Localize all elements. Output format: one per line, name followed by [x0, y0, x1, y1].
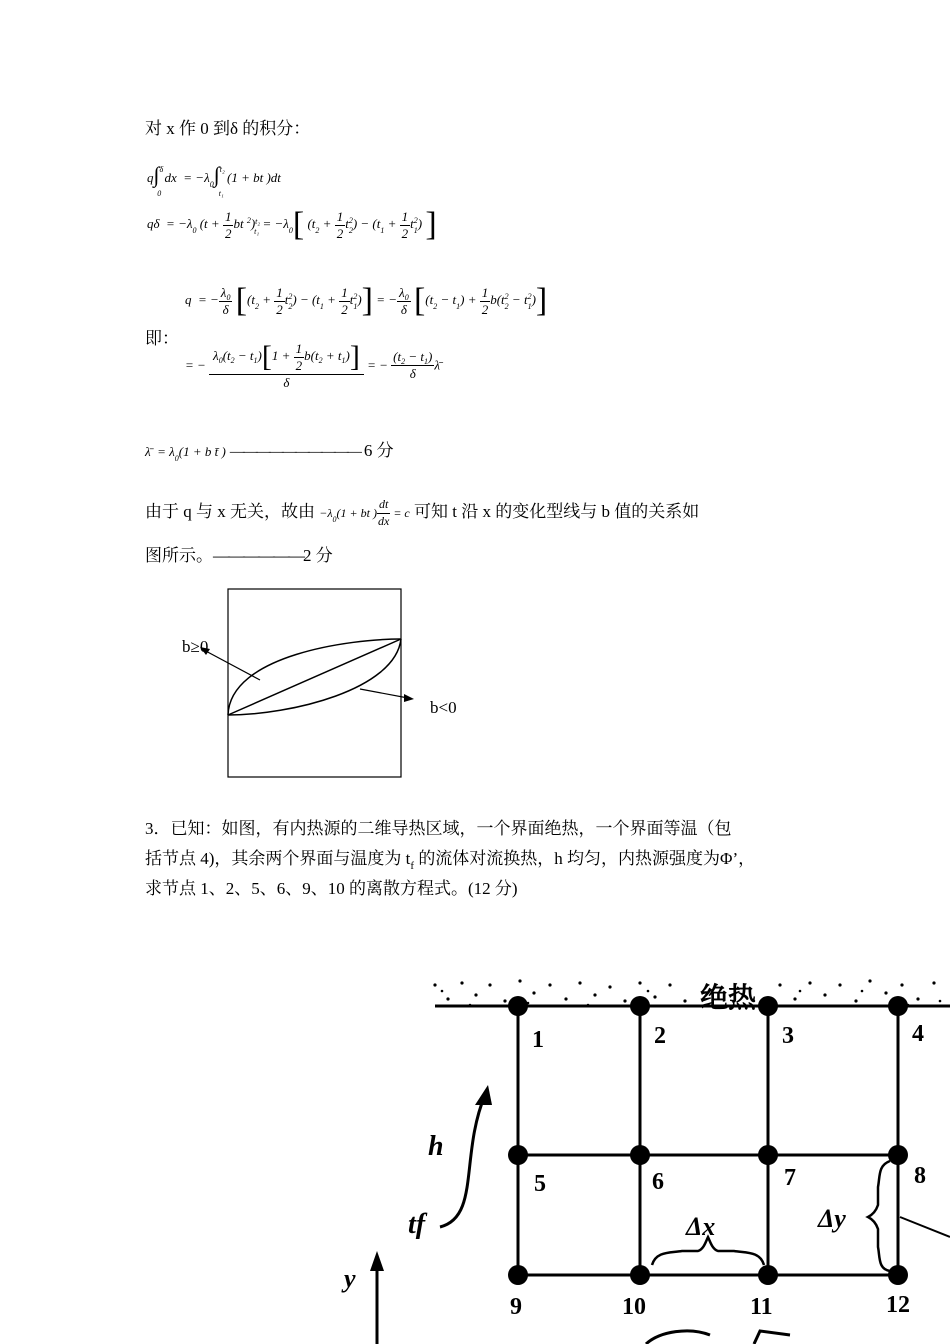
problem3-line-1: 3．已知：如图，有内热源的二维导热区域，一个界面绝热，一个界面等温（包	[145, 819, 732, 838]
node-7	[758, 1145, 778, 1165]
convection-arrow	[440, 1095, 485, 1227]
equation-5: λ̄ = $\lambda_0(1 + b$ t̄ ) —————————— 6 分	[145, 441, 394, 463]
node-9	[508, 1265, 528, 1285]
profile-figure	[170, 585, 490, 785]
node-label-6: 6	[652, 1169, 664, 1195]
node-11	[758, 1265, 778, 1285]
node-label-8: 8	[914, 1163, 926, 1189]
intro-line: 对 x 作 0 到δ 的积分：	[145, 119, 311, 138]
figure-frame	[228, 589, 401, 777]
bottom-curve	[646, 1331, 710, 1344]
node-10	[630, 1265, 650, 1285]
bottom-mark	[754, 1331, 790, 1344]
node-5	[508, 1145, 528, 1165]
label-b-negative: b<0	[430, 698, 457, 717]
node-3	[758, 996, 778, 1016]
node-label-2: 2	[654, 1023, 666, 1049]
node-grid-figure	[330, 955, 950, 1344]
score-6: 6 分	[363, 441, 394, 460]
equation-1: q∫$^\delta_0$ dx = $-\lambda_0\int^{t_2}_{t_1}$ (1 + bt )dt	[147, 162, 281, 198]
node-1	[508, 996, 528, 1016]
y-axis-label: y	[344, 1264, 356, 1293]
problem3-line-2: 括节点 4)，其余两个界面与温度为 $t_f$ 的流体对流换热，h 均匀，内热源强度为Φ’，	[145, 849, 756, 872]
node-label-9: 9	[510, 1294, 522, 1320]
convection-arrowhead	[475, 1085, 492, 1105]
h-label: h	[428, 1131, 444, 1162]
insulation-label: 绝热	[700, 983, 757, 1014]
arrow-b-positive	[202, 649, 260, 680]
score-line-6: ——————————	[229, 444, 360, 460]
node-label-10: 10	[622, 1294, 646, 1320]
dy-brace	[868, 1161, 890, 1271]
node-2	[630, 996, 650, 1016]
node-label-4: 4	[912, 1021, 924, 1047]
problem3-line-3: 求节点 1、2、5、6、9、10 的离散方程式。(12 分)	[145, 879, 518, 898]
label-b-positive: b≥0	[182, 637, 209, 656]
paragraph-1: 由于 q 与 x 无关，故由 $-\lambda_0(1$ + bt ) $\frac{dt}{dx}$ = c 可知 t 沿 x 的变化型线与 b 值的关系如	[145, 497, 700, 528]
node-12	[888, 1265, 908, 1285]
node-label-12: 12	[886, 1292, 910, 1318]
y-axis-arrowhead	[370, 1251, 384, 1271]
equation-4: = − $\lambda_0(t_2 - t_1)[1$ + $\frac{1}{2}$ $b(t_2 + t_1)$] δ = − $\frac{(t_2 - t_1)}{\delta}$ λ̄	[185, 340, 440, 390]
dx-label: Δx	[686, 1212, 716, 1241]
node-label-3: 3	[782, 1023, 794, 1049]
node-label-5: 5	[534, 1171, 546, 1197]
node-4	[888, 996, 908, 1016]
dx-brace	[652, 1237, 764, 1265]
node-label-11: 11	[750, 1294, 773, 1320]
ji-label: 即：	[145, 329, 179, 348]
node-label-1: 1	[532, 1027, 544, 1053]
equation-3: q = − $\frac{\lambda_0}{\delta}$ [($t_2$ + $\frac{1}{2}$ $t^2_2) - (t_1$ + $\frac{1}{2}$ $t^2_1$)] = − $\frac{\lambda_0}{\delta}$ [$(t_2 - t_1)$ + $\frac{1}{2}$ $b(t^2_2 - t^2_1)$]	[185, 282, 548, 319]
grid-nodes	[508, 996, 908, 1285]
arrowhead-b-negative	[404, 694, 414, 702]
node-8	[888, 1145, 908, 1165]
equation-2: $q\delta = -\lambda_0$ (t + $\frac{1}{2}$ bt $^2)^{t_2}_{t_1} = -\lambda_0$[ ($t_2$ + $\frac{1}{2}$ $t^2_2) - (t_1$ + $\frac{1}{2}$ $t^2_1$) ]	[147, 206, 437, 243]
dy-label: Δy	[818, 1204, 846, 1233]
node-label-7: 7	[784, 1165, 796, 1191]
tf-label: tf	[408, 1209, 426, 1240]
node-6	[630, 1145, 650, 1165]
dy-pointer	[900, 1217, 950, 1237]
paragraph-1-line-2: 图所示。——————2 分	[145, 546, 333, 565]
